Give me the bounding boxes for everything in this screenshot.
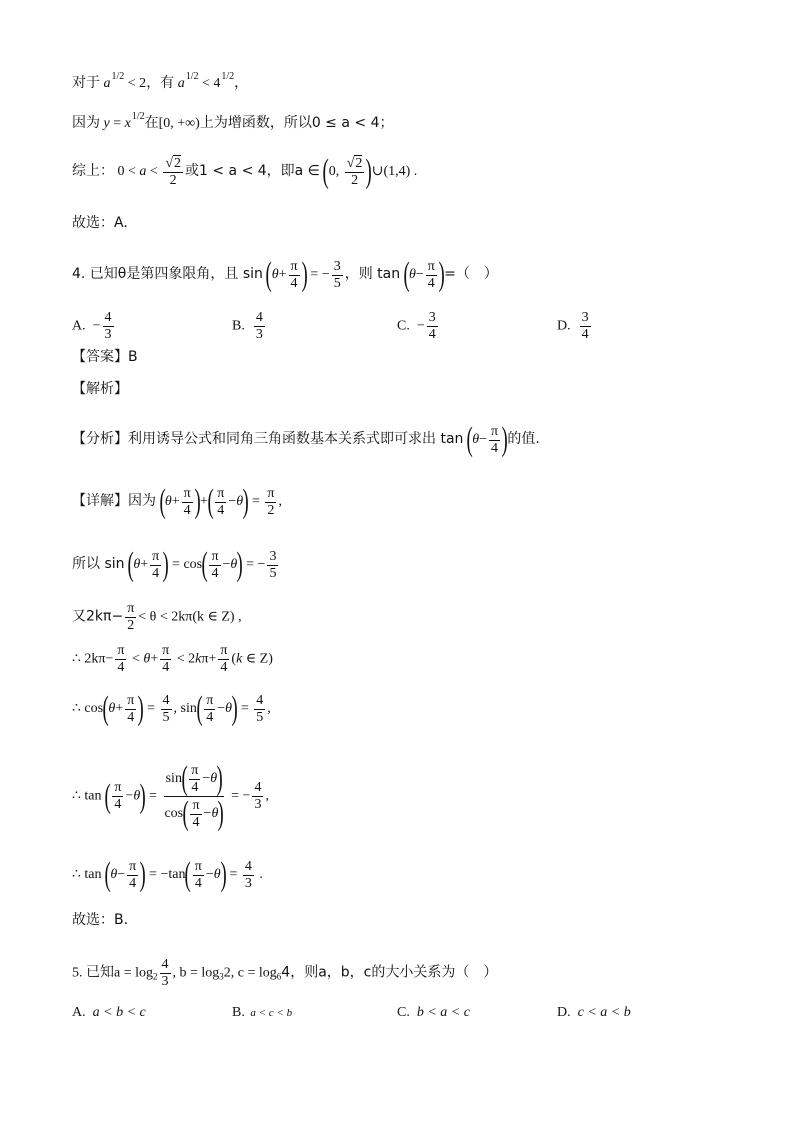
text-line-2: 因为 y = x1/2在[0, +∞)上为增函数，所以0 ≤ a < 4；: [72, 111, 394, 131]
line3-post: ∪(1,4) .: [371, 164, 418, 180]
line3-or: 或1 < a < 4，即a ∈: [185, 163, 320, 180]
q4-option-b[interactable]: B. $\frac{4}{3}$: [232, 310, 263, 342]
text-line-3: 综上： 0 < a < $\frac{√2}{2}$ 或1 < a < 4，即a ∈ (0, $\frac{√2}{2}$ )∪(1,4) .: [72, 153, 418, 190]
q5-option-d[interactable]: D. c < a < b: [557, 1005, 631, 1020]
q5-option-c[interactable]: C. b < a < c: [397, 1005, 470, 1020]
q4-conclusion: 故选：B.: [72, 912, 129, 928]
line2-pre: 因为: [72, 115, 100, 131]
q5-option-a[interactable]: A. a < b < c: [72, 1005, 146, 1020]
q4-detail-step-1: 【详解】因为 (θ+ $\frac{\pi}{4}$ )+( $\frac{\pi}{4}$ −θ) = $\frac{\pi}{2}$ ,: [72, 483, 282, 520]
q4-detail-step-2: 所以 sin (θ+ $\frac{\pi}{4}$ ) = cos( $\frac{\pi}{4}$ −θ) = − $\frac{3}{5}$: [72, 546, 277, 583]
text-line-4: 故选：A.: [72, 215, 128, 231]
q4-option-d[interactable]: D. $\frac{3}{4}$: [557, 310, 589, 342]
q4-detail-step-5: ∴ cos(θ+ $\frac{\pi}{4}$ ) = $\frac{4}{5}$ , sin( $\frac{\pi}{4}$ −θ) = $\frac{4}{5}$ ,: [72, 690, 271, 727]
q5-stem: 5. 已知$a = \log_2$ $\frac{4}{3}$ , $b = \log_32$, $c = \log_64$，则a，b，c的大小关系为（ ）: [72, 957, 498, 989]
q4-answer: 【答案】B: [72, 349, 138, 365]
q4-analysis-head: 【解析】: [72, 381, 128, 397]
line2-mid: 在: [144, 115, 159, 131]
q4-option-a[interactable]: A. − $\frac{4}{3}$: [72, 310, 112, 342]
q4-detail-step-3: 又2kπ− $\frac{\pi}{2}$ < θ < 2kπ(k ∈ Z) ,: [72, 601, 242, 633]
q4-option-c[interactable]: C. − $\frac{3}{4}$: [397, 310, 436, 342]
q4-detail-step-4: ∴ 2kπ− $\frac{\pi}{4}$ < θ+ $\frac{\pi}{4}$ < 2kπ+ $\frac{\pi}{4}$ (k ∈ Z): [72, 643, 273, 675]
q4-detail-step-6: ∴ tan ( $\frac{\pi}{4}$ −θ) = sin( $\frac{\pi}{4}$ −θ) cos( $\frac{\pi}{4}$ −θ) = − $\frac{4}{3}$ ,: [72, 760, 269, 832]
q4-analysis: 【分析】利用诱导公式和同角三角函数基本关系式即可求出 tan (θ− $\frac{\pi}{4}$ )的值.: [72, 421, 540, 458]
q4-stem: 4. 已知θ是第四象限角，且 sin (θ+ $\frac{\pi}{4}$ ) = − $\frac{3}{5}$ ，则 tan (θ− $\frac{\pi}{4}$ )=（ ）: [72, 256, 498, 293]
q4-detail-step-7: ∴ tan (θ− $\frac{\pi}{4}$ ) = −tan( $\frac{\pi}{4}$ −θ) = $\frac{4}{3}$ .: [72, 856, 263, 893]
text-line-1: 对于 a1/2 < 2，有 a1/2 < 41/2，: [72, 71, 249, 91]
line1-pre: 对于: [72, 75, 100, 91]
line1-sep: ，有: [146, 75, 175, 91]
line2-post: 上为增函数，所以0 ≤ a < 4；: [199, 115, 394, 131]
line3-pre: 综上：: [72, 163, 114, 180]
q5-option-b[interactable]: B. a < c < b: [232, 1005, 293, 1020]
